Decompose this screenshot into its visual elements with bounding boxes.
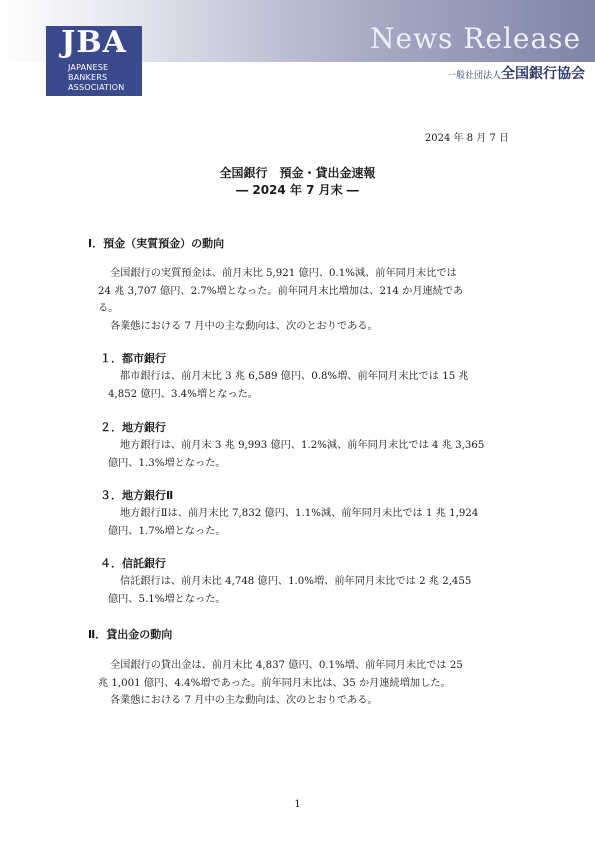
text-line: 地方銀行は、前月末 3 兆 9,993 億円、1.2%減、前年同月末比では 4 兆 3,365 — [120, 440, 485, 451]
item3-body — [108, 505, 478, 540]
text-line: 各業態における 7 月中の主な動向は、次のとおりである。 — [110, 695, 378, 706]
text-line: 地方銀行Ⅱは、前月末比 7,832 億円、1.1%減、前年同月末比では 1 兆 1,924 — [120, 508, 479, 519]
text-line: 都市銀行は、前月末比 3 兆 6,589 億円、0.8%増、前年同月末比では 15 兆 — [120, 371, 469, 382]
section1-heading: Ⅰ．預金（実質預金）の動向 — [88, 237, 225, 250]
text-line: 信託銀行は、前月末比 4,748 億円、1.0%増、前年同月末比では 2 兆 2,455 — [120, 576, 472, 587]
text-line: 億円、5.1%増となった。 — [108, 593, 226, 605]
news-release-label: News Release — [370, 22, 582, 55]
item1-heading: １．都市銀行 — [100, 352, 166, 365]
org-prefix: 一般社団法人 — [446, 71, 501, 81]
item2-heading: ２．地方銀行 — [100, 421, 166, 434]
text-line: 各業態における 7 月中の主な動向は、次のとおりである。 — [110, 320, 378, 332]
text-line: 億円、1.7%増となった。 — [108, 525, 226, 537]
text-line: 24 兆 3,707 億円、2.7%増となった。前年同月末比増加は、214 か月連続であ — [98, 285, 464, 297]
logo-mark: JBA — [61, 25, 127, 60]
jba-logo — [46, 26, 142, 96]
text-line: 兆 1,001 億円、4.4%増であった。前年同月末比は、35 か月連続増加した。 — [98, 677, 451, 689]
text-line: 4,852 億円、3.4%増となった。 — [108, 388, 258, 400]
document-subtitle: ― 2024 年 7 月末 ― — [236, 183, 359, 197]
logo-line-2: BANKERS — [68, 73, 108, 82]
org-name: 全国銀行協会 — [501, 66, 585, 82]
page-number: 1 — [294, 799, 301, 810]
document-title: 全国銀行 預金・貸出金速報 — [219, 166, 376, 180]
item4-body — [108, 573, 471, 608]
item1-body — [108, 368, 469, 403]
release-date: 2024 年 8 月 7 日 — [424, 133, 509, 144]
section1-intro — [98, 265, 463, 335]
logo-line-3: ASSOCIATION — [68, 83, 125, 92]
text-line: 全国銀行の貸出金は、前月末比 4,837 億円、0.1%増、前年同月末比では 25 — [110, 660, 463, 671]
logo-line-1: JAPANESE — [68, 63, 109, 72]
text-line: 全国銀行の実質預金は、前月末比 5,921 億円、0.1%減、前年同月末比では — [110, 268, 457, 279]
organization-name — [400, 63, 585, 83]
item3-heading: ３．地方銀行Ⅱ — [100, 489, 174, 502]
item2-body — [108, 437, 484, 472]
text-line: る。 — [98, 303, 119, 314]
text-line: 億円、1.3%増となった。 — [108, 457, 226, 469]
section2-intro — [98, 657, 463, 710]
section2-heading: Ⅱ．貸出金の動向 — [88, 628, 173, 641]
item4-heading: ４．信託銀行 — [100, 557, 166, 570]
